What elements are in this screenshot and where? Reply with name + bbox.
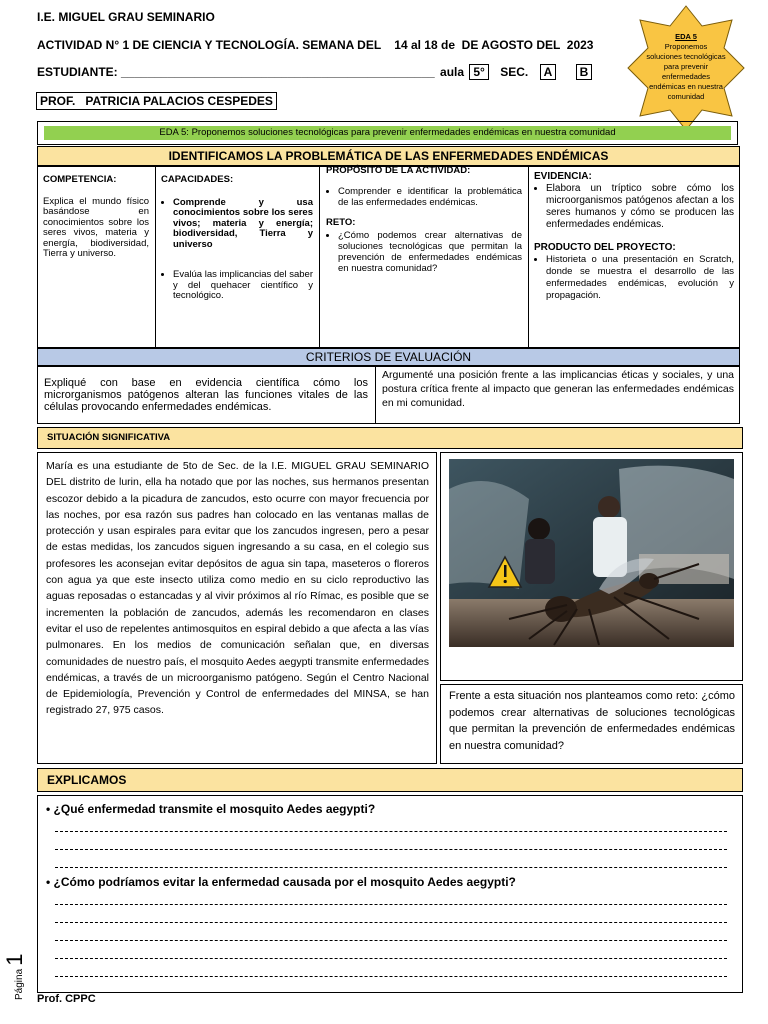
question-2: • ¿Cómo podríamos evitar la enfermedad causada por el mosquito Aedes aegypti? <box>46 875 516 889</box>
sec-b-box: B <box>576 64 593 80</box>
situacion-title: SITUACIÓN SIGNIFICATIVA <box>37 427 743 449</box>
aula-value: 5° <box>469 64 488 80</box>
evidencia-text: • Elabora un tríptico sobre cómo los microorganismos patógenos afectan a los seres humanos y cómo se producen las enfermedades endémicas. <box>546 183 734 231</box>
problem-title: IDENTIFICAMOS LA PROBLEMÁTICA DE LAS ENFERMEDADES ENDÉMICAS <box>37 146 740 166</box>
answer-line-7[interactable] <box>55 958 727 959</box>
situacion-image-frame <box>440 452 743 681</box>
explicamos-box <box>37 795 743 993</box>
mosquito-hospital-image <box>449 459 734 647</box>
question-1-text: ¿Qué enfermedad transmite el mosquito Aedes aegypti? <box>53 802 376 816</box>
teacher-name: PROF. PATRICIA PALACIOS CESPEDES <box>36 92 277 110</box>
reto-box-text: Frente a esta situación nos planteamos como reto: ¿cómo podemos crear alternativas de soluciones tecnológicas que permitan la prevención de enfermedades endémicas en nuestra comunidad? <box>449 690 735 752</box>
producto-title: PRODUCTO DEL PROYECTO: <box>534 242 676 253</box>
evidencia-title: EVIDENCIA: <box>534 171 592 182</box>
capacidades-title: CAPACIDADES: <box>161 174 234 185</box>
answer-line-2[interactable] <box>55 849 727 850</box>
answer-line-8[interactable] <box>55 976 727 977</box>
aula-label: aula <box>440 65 465 79</box>
badge-title: EDA 5 <box>675 32 697 41</box>
answer-line-5[interactable] <box>55 922 727 923</box>
activity-title: ACTIVIDAD N° 1 DE CIENCIA Y TECNOLOGÍA. SEMANA DEL 14 al 18 de DE AGOSTO DEL 2023 <box>37 38 594 52</box>
reto-title: RETO: <box>326 217 356 228</box>
competencia-title: COMPETENCIA: <box>43 174 117 185</box>
student-label: ESTUDIANTE: _______________________________________________ <box>37 65 435 79</box>
criterios-table <box>37 366 740 424</box>
criterios-title: CRITERIOS DE EVALUACIÓN <box>37 348 740 366</box>
eda-badge <box>626 4 746 132</box>
reto-text: • ¿Cómo podemos crear alternativas de soluciones tecnológicas que permitan la prevención de enfermedades endémicas en nuestra comunidad? <box>338 230 522 274</box>
situacion-text: María es una estudiante de 5to de Sec. de la I.E. MIGUEL GRAU SEMINARIO DEL distrito de lurin, ella ha notado que por las noches, sus hermanos presentan escozor debido a la picadura de zancudos, esto ocurre con mayor frecuencia por las noches, por esa razón sus padres han colocado en las ventanas mallas de protección y usan espirales para evitar que los zancudos ingresen, pero a pesar de estas medidas, los zancudos siguen ingresando a su casa, en el colegio sus profesores les aconsejan evitar depósitos de agua sin tapa, maseteros o floreros con agua ya que este insecto utiliza como medio en su ciclo reproductivo las aguas reposadas o estancadas y al vivir próximos al río Rímac, es posible que se incrementen la población de zancudos, además les recomendaron en clases evitar el uso de repelentes antimosquitos en espiral debido a que afecta a las vías pulmonares. En los medios de comunicación señalan que, en diversas comunidades de nuestro país, el mosquito Aedes aegypti transmite enfermedades endémicas, a través de un microorganismo patógeno. Según el Centro Nacional de Epidemiología, Prevención y Control de enfermedades del MINSA, se han registrado 27, 975 casos. <box>46 460 429 717</box>
answer-line-6[interactable] <box>55 940 727 941</box>
eda-bar-frame <box>37 121 738 145</box>
page-word: Página <box>14 968 25 1000</box>
situacion-text-box <box>37 452 437 764</box>
eda-bar: EDA 5: Proponemos soluciones tecnológicas para prevenir enfermedades endémicas en nuestra comunidad <box>44 126 731 140</box>
proposito-text: • Comprender e identificar la problemática de las enfermedades endémicas. <box>338 186 522 208</box>
explicamos-title: EXPLICAMOS <box>37 768 743 792</box>
question-2-text: ¿Cómo podríamos evitar la enfermedad causada por el mosquito Aedes aegypti? <box>53 875 516 889</box>
sec-a-box: A <box>540 64 557 80</box>
criterio-right: Argumenté una posición frente a las implicancias éticas y sociales, y una postura crítica frente al impacto que generan las enfermedades endémicas en mi comunidad. <box>382 369 734 409</box>
answer-line-3[interactable] <box>55 867 727 868</box>
patient-figure <box>528 518 550 540</box>
footer-author: Prof. CPPC <box>37 993 96 1005</box>
proposito-title: PROPÓSITO DE LA ACTIVIDAD: <box>326 165 471 176</box>
sec-label: SEC. <box>500 65 529 79</box>
criterio-left: Expliqué con base en evidencia científica cómo los microrganismos patógenos alteran las funciones vitales de las células provocando enfermedades endémicas. <box>44 377 368 413</box>
school-name: I.E. MIGUEL GRAU SEMINARIO <box>37 10 215 24</box>
doctor-figure <box>598 496 620 518</box>
competencia-text: Explica el mundo físico basándose en conocimientos sobre los seres vivos, materia y energía, biodiversidad, Tierra y universo. <box>43 195 149 259</box>
answer-line-1[interactable] <box>55 831 727 832</box>
badge-text: Proponemos soluciones tecnológicas para prevenir enfermedades endémicas en nuestra comunidad <box>646 42 726 101</box>
problem-table <box>37 166 740 348</box>
answer-line-4[interactable] <box>55 904 727 905</box>
question-1: • ¿Qué enfermedad transmite el mosquito Aedes aegypti? <box>46 802 376 816</box>
student-line <box>37 64 594 80</box>
page-number: 1 <box>2 953 27 966</box>
producto-text: • Historieta o una presentación en Scratch, donde se muestra el desarrollo de las enfermedades endémicas, evolución y propagación. <box>546 254 734 302</box>
capacidad-2: • Evalúa las implicancias del saber y del quehacer científico y tecnológico. <box>173 270 313 302</box>
page-indicator <box>2 954 28 1000</box>
reto-box <box>440 684 743 764</box>
capacidad-1: • Comprende y usa conocimientos sobre los seres vivos; materia y energía; biodiversidad, Tierra y universo <box>173 198 313 251</box>
